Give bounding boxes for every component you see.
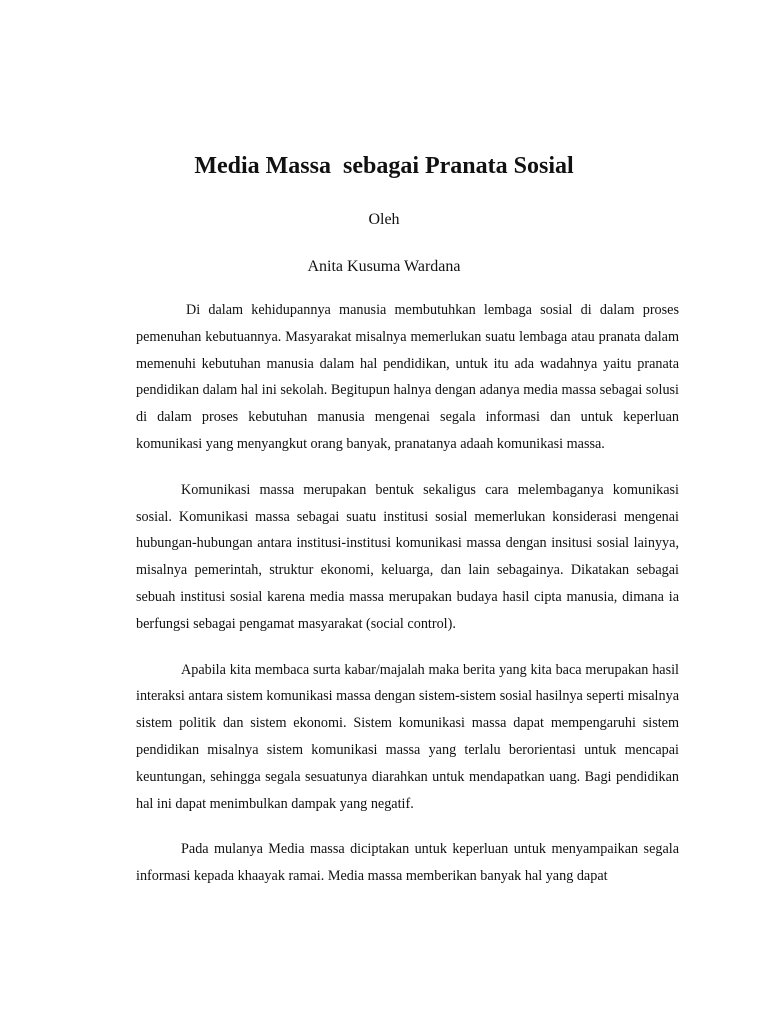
paragraph-1: Di dalam kehidupannya manusia membutuhkan lembaga sosial di dalam proses pemenuhan kebutuannya. Masyarakat misalnya memerlukan suatu lembaga atau pranata dalam memenuhi kebutuhan manusia dalam hal pendidikan, untuk itu ada wadahnya yaitu pranata pendidikan dalam hal ini sekolah. Begitupun halnya dengan adanya media massa sebagai solusi di dalam proses kebutuhan manusia mengenai segala informasi dan untuk keperluan komunikasi yang menyangkut orang banyak, pranatanya adaah komunikasi massa. [136,302,679,452]
paragraph-4: Pada mulanya Media massa diciptakan untuk keperluan untuk menyampaikan segala informasi kepada khaayak ramai. Media massa memberikan banyak hal yang dapat [136,841,679,885]
paragraph-2: Komunikasi massa merupakan bentuk sekaligus cara melembaganya komunikasi sosial. Komunikasi massa sebagai suatu institusi sosial memerlukan konsiderasi mengenai hubungan-hubungan antara institusi-institusi komunikasi massa dengan insitusi sosial lainyya, misalnya pemerintah, struktur ekonomi, keluarga, dan lain sebagainya. Dikatakan sebagai sebuah institusi sosial karena media massa merupakan budaya hasil cipta manusia, dimana ia berfungsi sebagai pengamat masyarakat (social control). [136,481,679,632]
document-body [136,297,679,890]
by-label: Oleh [368,211,400,228]
author-name: Anita Kusuma Wardana [307,258,461,275]
paragraph-3: Apabila kita membaca surta kabar/majalah maka berita yang kita baca merupakan hasil interaksi antara sistem komunikasi massa dengan sistem-sistem sosial hasilnya seperti misalnya sistem politik dan sistem ekonomi. Sistem komunikasi massa dapat mempengaruhi sistem pendidikan misalnya sistem komunikasi massa yang terlalu berorientasi untuk mencapai keuntungan, sehingga segala sesuatunya diarahkan untuk mendapatkan uang. Bagi pendidikan hal ini dapat menimbulkan dampak yang negatif. [136,661,679,812]
document-title: Media Massa sebagai Pranata Sosial [194,153,574,179]
